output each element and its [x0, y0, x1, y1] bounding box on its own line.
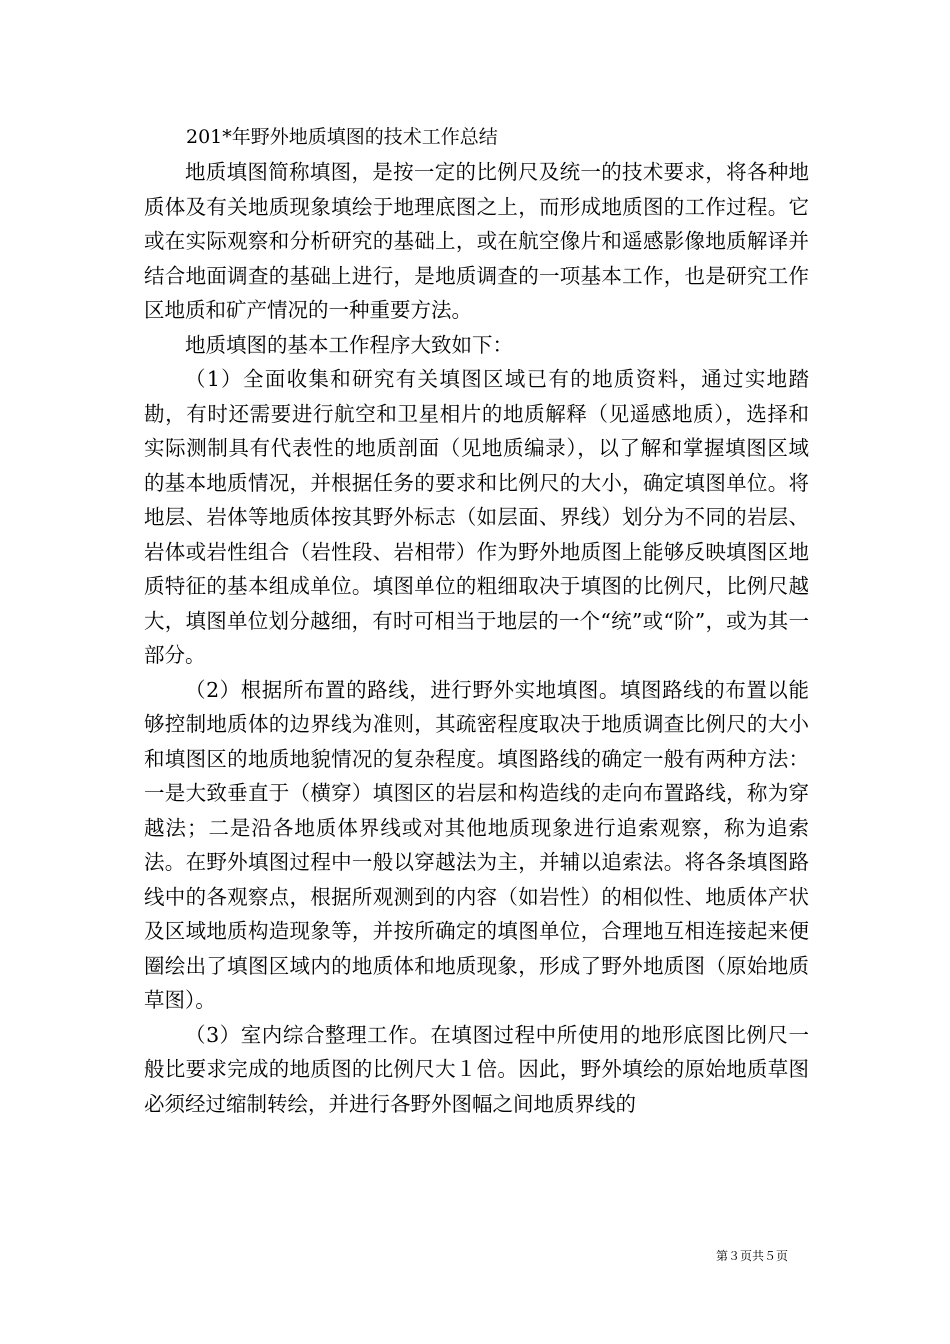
paragraph-procedure-heading: 地质填图的基本工作程序大致如下：	[185, 332, 513, 357]
page-number-footer: 第３页共５页	[716, 1249, 789, 1263]
paragraph-step-3: （3）室内综合整理工作。在填图过程中所使用的地形底图比例尺一般比要求完成的地质图的比例尺大１倍。因此，野外填绘的原始地质草图必须经过缩制转绘，并进行各野外图幅之间地质界线的	[144, 1022, 809, 1116]
document-body	[144, 155, 809, 1121]
paragraph-step-1: （1）全面收集和研究有关填图区域已有的地质资料，通过实地踏勘，有时还需要进行航空和卫星相片的地质解释（见遥感地质），选择和实际测制具有代表性的地质剖面（见地质编录），以了解和掌握填图区域的基本地质情况，并根据任务的要求和比例尺的大小，确定填图单位。将地层、岩体等地质体按其野外标志（如层面、界线）划分为不同的岩层、岩体或岩性组合（岩性段、岩相带）作为野外地质图上能够反映填图区地质特征的基本组成单位。填图单位的粗细取决于填图的比例尺，比例尺越大，填图单位划分越细，有时可相当于地层的一个“统”或“阶”，或为其一部分。	[144, 367, 809, 667]
paragraph-intro: 地质填图简称填图，是按一定的比例尺及统一的技术要求，将各种地质体及有关地质现象填绘于地理底图之上，而形成地质图的工作过程。它或在实际观察和分析研究的基础上，或在航空像片和遥感影像地质解译并结合地面调查的基础上进行，是地质调查的一项基本工作，也是研究工作区地质和矿产情况的一种重要方法。	[144, 160, 809, 322]
document-title: 201*年野外地质填图的技术工作总结	[186, 126, 498, 148]
paragraph-step-2: （2）根据所布置的路线，进行野外实地填图。填图路线的布置以能够控制地质体的边界线为准则，其疏密程度取决于地质调查比例尺的大小和填图区的地质地貌情况的复杂程度。填图路线的确定一般有两种方法：一是大致垂直于（横穿）填图区的岩层和构造线的走向布置路线，称为穿越法；二是沿各地质体界线或对其他地质现象进行追索观察，称为追索法。在野外填图过程中一般以穿越法为主，并辅以追索法。将各条填图路线中的各观察点，根据所观测到的内容（如岩性）的相似性、地质体产状及区域地质构造现象等，并按所确定的填图单位，合理地互相连接起来便圈绘出了填图区域内的地质体和地质现象，形成了野外地质图（原始地质草图）。	[144, 677, 809, 1012]
